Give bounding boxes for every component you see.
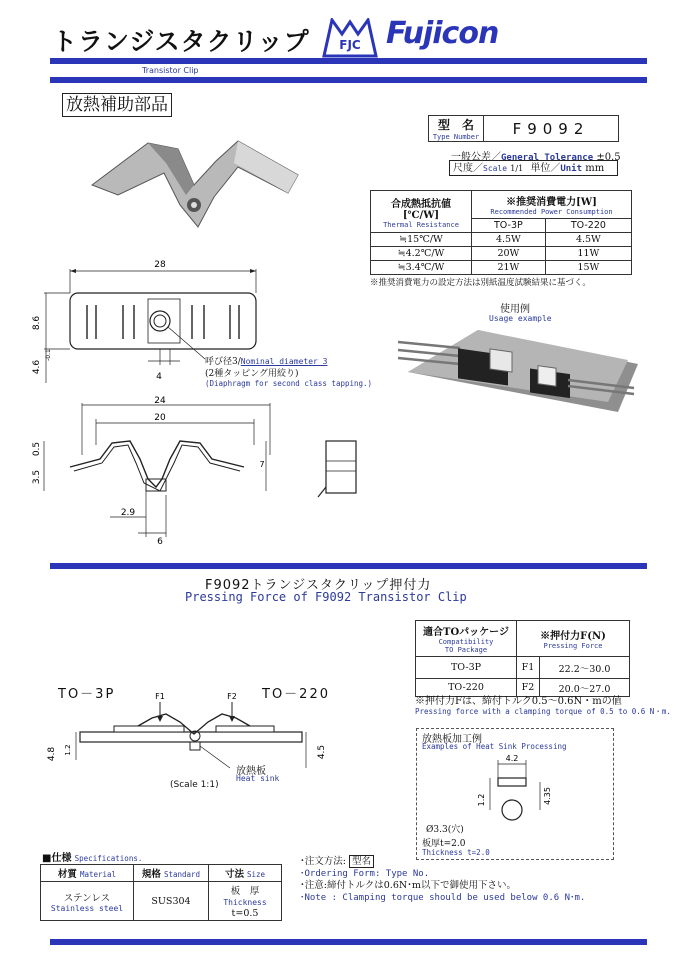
hole-label: Ø3.3(穴) [426, 825, 464, 835]
processing-title-jp: 放熱板加工例 [422, 734, 482, 745]
footer-bar [50, 939, 647, 945]
spec-table [40, 864, 282, 921]
clip-photo [88, 135, 308, 230]
thermal-value: ≒4.2℃/W [371, 247, 472, 261]
label-to3p: TO－3P [58, 687, 116, 702]
section-label: 放熱補助部品 [62, 93, 172, 117]
col-to220: TO-220 [545, 219, 631, 233]
mounting-drawing [40, 688, 340, 788]
header-top-bar [50, 58, 647, 64]
tolerance-label-jp: 一般公差／ [451, 152, 501, 163]
dim-8-6: 8.6 [32, 315, 42, 331]
tolerance-label-en: General Tolerance [501, 153, 594, 163]
spec-material-jp: ステンレス [63, 892, 111, 904]
force-value: 22.2〜30.0 [540, 657, 630, 679]
force-h1-en2: TO Package [444, 646, 488, 654]
type-number-value: F9092 [484, 116, 619, 142]
type-label-en: Type Number [432, 133, 480, 141]
heatsink-label-en: Heat sink [236, 774, 280, 783]
table-row [371, 247, 632, 261]
power-header-en: Recommended Power Consumption [490, 208, 613, 216]
order-line2: ･Ordering Form: Type No. [300, 869, 430, 879]
spec-title [42, 849, 142, 864]
scale-unit-box [449, 160, 618, 176]
logo-badge-text: FJC [339, 38, 361, 52]
dim-6: 6 [157, 537, 163, 545]
thermal-header-en: Thermal Resistance [383, 220, 459, 229]
label-to220: TO－220 [262, 687, 330, 702]
order-line3: ･注意:締付トルクは0.6N･m以下で御使用下さい。 [300, 880, 516, 891]
force-h1-en1: Compatibility [438, 638, 494, 646]
pressing-title-en: Pressing Force of F9092 Transistor Clip [185, 590, 467, 604]
power-to220: 4.5W [545, 233, 631, 247]
spec-standard: SUS304 [134, 882, 209, 921]
heatsink-label-jp: 放熱板 [236, 766, 266, 777]
order-type-box: 型名 [349, 855, 374, 868]
dim-0-5: 0.5 [32, 441, 42, 457]
page-title: トランジスタクリップ [52, 27, 310, 56]
spec-h-size-en: Size [246, 870, 266, 879]
spec-size-value: t=0.5 [231, 908, 259, 919]
thickness-jp: 板厚t=2.0 [422, 839, 466, 849]
spec-h-material-jp: 材質 [57, 869, 77, 880]
spec-material-en: Stainless steel [50, 903, 124, 913]
tapping-label-en: (Diaphragm for second class tapping.) [205, 379, 373, 388]
force-h2-jp: ※押付力F(N) [540, 631, 606, 642]
thermal-value: ≒15℃/W [371, 233, 472, 247]
thermal-note: ※推奨消費電力の設定方法は別紙温度試験結果に基づく。 [370, 278, 591, 288]
dim-1-2-proc: 1.2 [477, 793, 486, 807]
force-f: F2 [517, 679, 540, 697]
power-to3p: 20W [472, 247, 546, 261]
col-to3p: TO-3P [472, 219, 546, 233]
processing-drawing [470, 752, 590, 828]
power-to220: 15W [545, 261, 631, 275]
force-h2-en: Pressing Force [543, 642, 603, 650]
spec-size-en: Thickness [223, 898, 267, 907]
thickness-en: Thickness t=2.0 [422, 848, 490, 857]
tolerance-value: ±0.5 [596, 152, 621, 163]
side-view-drawing [30, 395, 390, 545]
usage-photo [398, 322, 638, 414]
thermal-table [370, 190, 632, 275]
dim-28: 28 [154, 260, 166, 270]
power-to3p: 4.5W [472, 233, 546, 247]
table-row [371, 233, 632, 247]
unit-label-en: Unit [560, 164, 583, 174]
f1-label: F1 [155, 692, 165, 701]
unit-label-jp: 単位／ [530, 163, 561, 174]
usage-label-en: Usage example [489, 314, 552, 323]
scale-label-jp: 尺度／ [453, 163, 483, 174]
dim-4-35: 4.35 [543, 787, 552, 805]
pressing-title-jp: F9092トランジスタクリップ押付力 [205, 578, 432, 593]
spec-h-standard-jp: 規格 [141, 869, 161, 880]
table-row [41, 882, 282, 921]
force-value: 20.0〜27.0 [540, 679, 630, 697]
dim-2-9: 2.9 [120, 508, 136, 518]
nominal-en: Nominal diameter 3 [240, 357, 328, 366]
scale-label: (Scale 1:1) [170, 780, 219, 790]
type-number-table [428, 115, 619, 142]
order-notes [300, 856, 585, 904]
force-note-en: Pressing force with a clamping torque of 0.5 to 0.6 N・m. [415, 707, 671, 716]
spec-h-size-jp: 寸法 [224, 869, 244, 880]
force-pkg: TO-3P [416, 657, 517, 679]
fjc-logo [322, 18, 378, 58]
dim-24: 24 [154, 396, 166, 406]
power-to3p: 21W [472, 261, 546, 275]
force-note-jp: ※押付力Fは、締付トルク0.5〜0.6N・mの値 [415, 696, 622, 707]
spec-h-standard-en: Standard [163, 870, 201, 879]
table-row [371, 261, 632, 275]
order-line1: ･注文方法: [300, 856, 346, 867]
processing-title-en: Examples of Heat Sink Processing [422, 742, 567, 751]
thermal-value: ≒3.4℃/W [371, 261, 472, 275]
force-pkg: TO-220 [416, 679, 517, 697]
tapping-label-jp: (2種タッピング用絞り) [205, 369, 299, 379]
top-view-drawing [30, 255, 360, 395]
header-bottom-bar [50, 77, 647, 83]
brand-logo: Fujicon [386, 16, 499, 51]
spec-h-material-en: Material [79, 870, 117, 879]
force-f: F1 [517, 657, 540, 679]
dim-7: 7 [259, 460, 265, 469]
mid-bar [50, 563, 647, 569]
scale-value: 1/1 [510, 164, 524, 173]
dim-4-6: 4.6 [32, 359, 42, 375]
spec-title-jp: ■仕様 [42, 853, 72, 864]
force-table [415, 620, 630, 697]
power-to220: 11W [545, 247, 631, 261]
dim-4-6-tol: -0.1 [45, 349, 52, 361]
f2-label: F2 [227, 692, 237, 701]
force-h1-jp: 適合TOパッケージ [423, 627, 509, 638]
unit-value: mm [585, 163, 605, 174]
power-header-jp: ※推奨消費電力[W] [506, 197, 597, 208]
order-line4: ･Note : Clamping torque should be used below 0.6 N･m. [300, 893, 586, 903]
dim-1-2-left: 1.2 [64, 744, 72, 756]
dim-4: 4 [156, 372, 162, 382]
type-label-jp: 型 名 [437, 118, 474, 132]
scale-label-en: Scale [483, 164, 508, 173]
dim-3-5: 3.5 [32, 469, 42, 485]
nominal-jp: 呼び径3/ [205, 357, 241, 367]
spec-size-jp: 板 厚 [230, 886, 260, 897]
thermal-header-jp: 合成熱抵抗値[℃/W] [391, 198, 451, 221]
subtitle-en: Transistor Clip [142, 66, 199, 75]
dim-4-5: 4.5 [317, 744, 327, 760]
dim-20: 20 [154, 413, 166, 423]
spec-title-en: Specifications. [74, 854, 143, 863]
table-row [416, 657, 630, 679]
dim-4-8: 4.8 [47, 746, 57, 762]
usage-label-jp: 使用例 [500, 304, 530, 315]
dim-4-2: 4.2 [505, 754, 519, 763]
